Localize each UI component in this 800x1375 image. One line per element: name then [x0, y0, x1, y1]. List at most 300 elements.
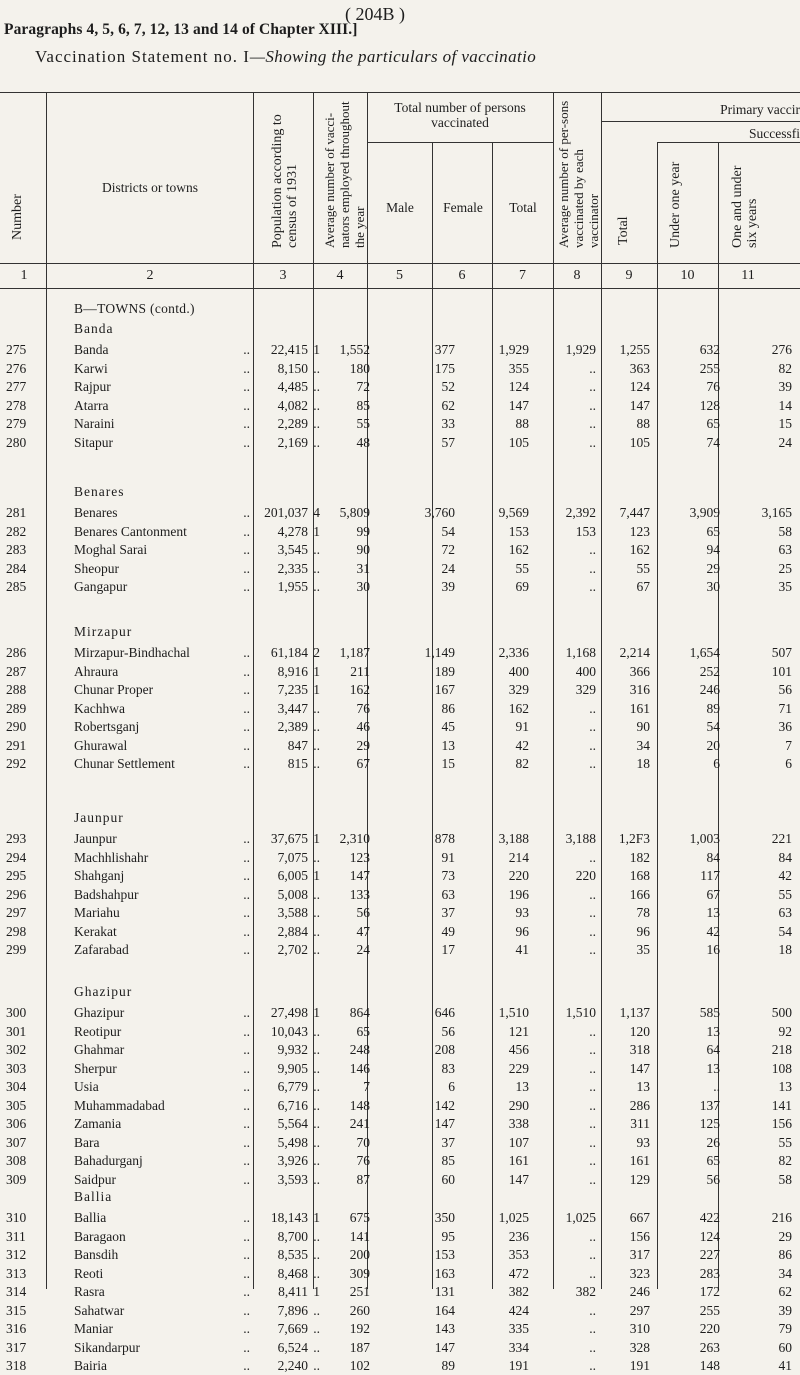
primary-total: 363 — [629, 360, 650, 376]
male: 141 — [349, 1228, 370, 1244]
male: 72 — [356, 379, 370, 394]
under-one-year: 29 — [706, 560, 720, 576]
town-name: Mirzapur-Bindhachal — [74, 645, 190, 660]
leader-dots: .. — [243, 1079, 250, 1094]
table-row — [0, 1152, 800, 1170]
total: 9,569 — [498, 505, 529, 520]
vaccinators: .. — [313, 1265, 320, 1281]
col-number: 3 — [279, 268, 287, 283]
one-to-six-years: 7 — [785, 737, 792, 753]
row-number: 316 — [6, 1321, 27, 1336]
leader-dots: .. — [243, 737, 250, 753]
male: 260 — [349, 1302, 370, 1318]
primary-total: 55 — [636, 560, 650, 576]
total: 162 — [508, 542, 529, 557]
female: 63 — [441, 886, 455, 902]
table-row — [0, 360, 800, 378]
female: 52 — [441, 379, 455, 394]
population: 6,524 — [277, 1339, 308, 1355]
total: 229 — [508, 1060, 529, 1076]
average-per-vaccinator: .. — [589, 434, 596, 450]
population: 6,716 — [277, 1097, 308, 1113]
table-row — [0, 1134, 800, 1152]
row-number: 278 — [6, 397, 27, 413]
leader-dots: .. — [243, 579, 250, 594]
one-to-six-years: 71 — [778, 700, 792, 716]
primary-total: 161 — [629, 700, 650, 716]
female: 24 — [441, 560, 455, 576]
total: 1,510 — [498, 1005, 529, 1020]
grid-line — [367, 142, 553, 143]
vaccinators: .. — [313, 542, 320, 557]
primary-total: 88 — [636, 416, 650, 431]
female: 3,760 — [424, 505, 455, 520]
total: 153 — [508, 523, 529, 539]
population: 1,955 — [277, 579, 308, 594]
vaccinators: .. — [313, 1042, 320, 1057]
average-per-vaccinator: 1,025 — [565, 1210, 596, 1225]
town-name: Sikandarpur — [74, 1339, 140, 1355]
row-number: 276 — [6, 360, 27, 376]
average-per-vaccinator: .. — [589, 1023, 596, 1039]
leader-dots: .. — [243, 1358, 250, 1373]
one-to-six-years: 101 — [771, 663, 792, 679]
female: 147 — [434, 1116, 455, 1131]
population: 3,926 — [277, 1153, 308, 1168]
one-to-six-years: 39 — [778, 1302, 792, 1318]
town-name: Kerakat — [74, 923, 117, 939]
one-to-six-years: 34 — [778, 1265, 792, 1281]
primary-total: 317 — [629, 1247, 650, 1262]
total: 353 — [508, 1247, 529, 1262]
under-one-year: 137 — [699, 1097, 720, 1113]
row-number: 309 — [6, 1171, 27, 1187]
primary-total: 105 — [629, 434, 650, 450]
table-row — [0, 1004, 800, 1022]
male: 211 — [350, 663, 370, 679]
average-per-vaccinator: 1,510 — [565, 1005, 596, 1020]
female: 153 — [434, 1247, 455, 1262]
one-to-six-years: 108 — [771, 1060, 792, 1076]
row-number: 317 — [6, 1339, 27, 1355]
primary-total: 90 — [636, 719, 650, 734]
total: 161 — [508, 1153, 529, 1168]
col-number: 7 — [519, 268, 526, 283]
one-to-six-years: 218 — [771, 1042, 792, 1057]
total: 329 — [508, 682, 529, 697]
male: 67 — [356, 756, 370, 771]
town-name: Robertsganj — [74, 719, 140, 734]
table-row — [0, 1320, 800, 1338]
male: 1,187 — [339, 645, 370, 660]
under-one-year: 13 — [706, 1060, 720, 1076]
town-name: Zamania — [74, 1116, 122, 1131]
primary-total: 1,2F3 — [618, 831, 650, 846]
male: 31 — [356, 560, 370, 576]
town-name: Bahadurganj — [74, 1153, 143, 1168]
male: 76 — [356, 1153, 370, 1168]
average-per-vaccinator: .. — [589, 1171, 596, 1187]
col-number: 6 — [458, 268, 466, 283]
town-name: Bara — [74, 1134, 100, 1150]
one-to-six-years: 276 — [771, 342, 792, 357]
female: 83 — [441, 1060, 455, 1076]
under-one-year: 3,909 — [689, 505, 720, 520]
row-number: 315 — [6, 1302, 27, 1318]
average-per-vaccinator: .. — [589, 379, 596, 394]
primary-total: 162 — [629, 542, 650, 557]
under-one-year: 13 — [706, 1023, 720, 1039]
total: 69 — [515, 579, 529, 594]
vaccinators: .. — [313, 579, 320, 594]
one-to-six-years: 14 — [778, 397, 792, 413]
primary-total: 2,214 — [619, 645, 650, 660]
total: 93 — [515, 905, 529, 920]
total: 214 — [508, 849, 529, 865]
primary-total: 18 — [636, 756, 650, 771]
primary-total: 1,137 — [619, 1005, 650, 1020]
col-number: 4 — [336, 268, 344, 283]
grid-line — [0, 263, 800, 264]
header-total: Total — [509, 200, 537, 215]
row-number: 280 — [6, 434, 27, 450]
title-caps: Vaccination Statement no. I — [35, 47, 250, 66]
male: 24 — [356, 942, 370, 957]
table-row — [0, 1115, 800, 1133]
population: 6,005 — [277, 868, 308, 883]
town-name: Sahatwar — [74, 1302, 125, 1318]
leader-dots: .. — [243, 1023, 250, 1039]
table-row — [0, 378, 800, 396]
male: 241 — [349, 1116, 370, 1131]
primary-total: 311 — [630, 1116, 650, 1131]
average-per-vaccinator: 153 — [575, 523, 596, 539]
total: 424 — [508, 1302, 529, 1318]
row-number: 296 — [6, 886, 27, 902]
vaccinators: .. — [313, 1321, 320, 1336]
population: 8,468 — [277, 1265, 308, 1281]
grid-line — [601, 121, 800, 122]
population: 5,498 — [277, 1134, 308, 1150]
primary-total: 96 — [636, 923, 650, 939]
vaccinators: .. — [313, 1023, 320, 1039]
table-row — [0, 1023, 800, 1041]
leader-dots: .. — [243, 942, 250, 957]
header-under-one-year: Under one year — [668, 161, 683, 248]
total: 334 — [508, 1339, 529, 1355]
one-to-six-years: 82 — [778, 1153, 792, 1168]
primary-total: 34 — [636, 737, 650, 753]
total: 41 — [515, 942, 529, 957]
one-to-six-years: 92 — [778, 1023, 792, 1039]
town-name: Ghurawal — [74, 737, 128, 753]
female: 6 — [448, 1079, 455, 1094]
table-row — [0, 886, 800, 904]
total: 105 — [508, 434, 529, 450]
one-to-six-years: 25 — [778, 560, 792, 576]
one-to-six-years: 221 — [771, 831, 792, 846]
primary-total: 35 — [636, 942, 650, 957]
row-number: 301 — [6, 1023, 27, 1039]
male: 123 — [349, 849, 370, 865]
grid-line — [0, 288, 800, 289]
town-name: Moghal Sarai — [74, 542, 148, 557]
one-to-six-years: 41 — [778, 1358, 792, 1373]
under-one-year: .. — [713, 1079, 720, 1094]
population: 18,143 — [270, 1210, 308, 1225]
male: 200 — [349, 1247, 370, 1262]
one-to-six-years: 60 — [778, 1339, 792, 1355]
header-average-per-vaccinator: Average number of per-sons vaccinated by each vaccinator — [556, 100, 601, 248]
under-one-year: 42 — [706, 923, 720, 939]
under-one-year: 220 — [699, 1321, 720, 1336]
leader-dots: .. — [243, 756, 250, 771]
primary-total: 316 — [629, 682, 650, 697]
under-one-year: 76 — [706, 379, 720, 394]
table-row — [0, 1302, 800, 1320]
vaccinators: .. — [313, 700, 320, 716]
female: 39 — [441, 579, 455, 594]
vaccinators: .. — [313, 1358, 320, 1373]
under-one-year: 64 — [706, 1042, 720, 1057]
under-one-year: 56 — [706, 1171, 720, 1187]
average-per-vaccinator: 2,392 — [565, 505, 596, 520]
vaccinators: .. — [313, 397, 320, 413]
table-row — [0, 1265, 800, 1283]
population: 4,278 — [277, 523, 308, 539]
row-number: 300 — [6, 1005, 27, 1020]
population: 7,235 — [277, 682, 308, 697]
average-per-vaccinator: .. — [589, 1116, 596, 1131]
table-row — [0, 434, 800, 452]
leader-dots: .. — [243, 645, 250, 660]
town-name: Shahganj — [74, 868, 125, 883]
vaccinators: .. — [313, 1116, 320, 1131]
town-name: Sitapur — [74, 434, 113, 450]
female: 350 — [434, 1210, 455, 1225]
under-one-year: 94 — [706, 542, 720, 557]
col-number: 9 — [625, 268, 633, 283]
leader-dots: .. — [243, 1171, 250, 1187]
town-name: Sheopur — [74, 560, 119, 576]
one-to-six-years: 55 — [778, 886, 792, 902]
vaccinators: .. — [313, 1302, 320, 1318]
average-per-vaccinator: .. — [589, 719, 596, 734]
table-row — [0, 830, 800, 848]
vaccinators: 1 — [313, 682, 320, 697]
female: 57 — [441, 434, 455, 450]
leader-dots: .. — [243, 923, 250, 939]
under-one-year: 6 — [713, 756, 720, 771]
one-to-six-years: 35 — [778, 579, 792, 594]
under-one-year: 125 — [699, 1116, 720, 1131]
total: 191 — [508, 1358, 529, 1373]
primary-total: 93 — [636, 1134, 650, 1150]
primary-total: 366 — [629, 663, 650, 679]
under-one-year: 227 — [699, 1247, 720, 1262]
female: 91 — [441, 849, 455, 865]
average-per-vaccinator: 400 — [575, 663, 596, 679]
town-name: Rasra — [74, 1284, 105, 1299]
row-number: 297 — [6, 905, 27, 920]
vaccinators: .. — [313, 1153, 320, 1168]
under-one-year: 255 — [699, 360, 720, 376]
row-number: 299 — [6, 942, 27, 957]
one-to-six-years: 36 — [778, 719, 792, 734]
female: 60 — [441, 1171, 455, 1187]
female: 142 — [434, 1097, 455, 1113]
male: 87 — [356, 1171, 370, 1187]
male: 90 — [356, 542, 370, 557]
population: 4,082 — [277, 397, 308, 413]
male: 192 — [349, 1321, 370, 1336]
primary-total: 13 — [636, 1079, 650, 1094]
one-to-six-years: 56 — [778, 682, 792, 697]
row-number: 313 — [6, 1265, 27, 1281]
under-one-year: 422 — [699, 1210, 720, 1225]
primary-total: 310 — [629, 1321, 650, 1336]
table-row — [0, 1060, 800, 1078]
average-per-vaccinator: .. — [589, 1042, 596, 1057]
female: 86 — [441, 700, 455, 716]
table-row — [0, 541, 800, 559]
female: 377 — [434, 342, 455, 357]
vaccinators: .. — [313, 942, 320, 957]
primary-total: 168 — [629, 868, 650, 883]
under-one-year: 65 — [706, 1153, 720, 1168]
header-female: Female — [443, 200, 483, 215]
row-number: 281 — [6, 505, 27, 520]
female: 163 — [434, 1265, 455, 1281]
vaccinators: .. — [313, 379, 320, 394]
leader-dots: .. — [243, 1005, 250, 1020]
male: 65 — [356, 1023, 370, 1039]
primary-total: 318 — [629, 1042, 650, 1057]
leader-dots: .. — [243, 831, 250, 846]
town-name: Reoti — [74, 1265, 104, 1281]
table-row — [0, 1041, 800, 1059]
col-number: 8 — [573, 268, 581, 283]
total: 162 — [508, 700, 529, 716]
page-number: ( 204B ) — [345, 4, 405, 24]
one-to-six-years: 156 — [771, 1116, 792, 1131]
under-one-year: 1,654 — [689, 645, 720, 660]
male: 55 — [356, 416, 370, 431]
male: 309 — [349, 1265, 370, 1281]
table-row — [0, 718, 800, 736]
population: 201,037 — [264, 505, 308, 520]
leader-dots: .. — [243, 397, 250, 413]
town-name: Kachhwa — [74, 700, 125, 716]
under-one-year: 128 — [699, 397, 720, 413]
leader-dots: .. — [243, 1284, 250, 1299]
population: 8,916 — [277, 663, 308, 679]
male: 99 — [356, 523, 370, 539]
one-to-six-years: 6 — [785, 756, 792, 771]
town-name: Chunar Settlement — [74, 756, 175, 771]
average-per-vaccinator: .. — [589, 942, 596, 957]
population: 27,498 — [270, 1005, 308, 1020]
header-vaccinators: Average number of vacci-nators employed throughout the year — [322, 101, 367, 248]
female: 878 — [434, 831, 455, 846]
table-row — [0, 1283, 800, 1301]
male: 47 — [356, 923, 370, 939]
row-number: 284 — [6, 560, 27, 576]
row-number: 289 — [6, 700, 27, 716]
section-header-towns: B—TOWNS (contd.) — [74, 301, 195, 316]
under-one-year: 255 — [699, 1302, 720, 1318]
population: 4,485 — [277, 379, 308, 394]
town-name: Benares — [74, 505, 118, 520]
town-name: Banda — [74, 342, 109, 357]
leader-dots: .. — [243, 1265, 250, 1281]
primary-total: 323 — [629, 1265, 650, 1281]
population: 2,335 — [277, 560, 308, 576]
town-name: Maniar — [74, 1321, 113, 1336]
leader-dots: .. — [243, 886, 250, 902]
leader-dots: .. — [243, 1153, 250, 1168]
leader-dots: .. — [243, 1321, 250, 1336]
vaccinators: .. — [313, 1079, 320, 1094]
female: 95 — [441, 1228, 455, 1244]
title-italic: —Showing the particulars of vaccinatio — [249, 47, 537, 66]
vaccinators: 1 — [313, 1284, 320, 1299]
female: 13 — [441, 737, 455, 753]
primary-total: 1,255 — [619, 342, 650, 357]
row-number: 295 — [6, 868, 27, 883]
average-per-vaccinator: .. — [589, 1079, 596, 1094]
table-row — [0, 663, 800, 681]
average-per-vaccinator: .. — [589, 700, 596, 716]
table-row — [0, 1209, 800, 1227]
leader-dots: .. — [243, 416, 250, 431]
table-row — [0, 737, 800, 755]
header-districts: Districts or towns — [102, 180, 198, 195]
row-number: 311 — [6, 1228, 26, 1244]
total: 456 — [508, 1042, 529, 1057]
female: 131 — [434, 1284, 455, 1299]
town-name: Saidpur — [74, 1171, 116, 1187]
section-title: Benares — [74, 484, 125, 499]
leader-dots: .. — [243, 1302, 250, 1318]
town-name: Bairia — [74, 1358, 107, 1373]
leader-dots: .. — [243, 523, 250, 539]
male: 7 — [363, 1079, 370, 1094]
table-row — [0, 1078, 800, 1096]
one-to-six-years: 29 — [778, 1228, 792, 1244]
female: 56 — [441, 1023, 455, 1039]
male: 48 — [356, 434, 370, 450]
total: 3,188 — [498, 831, 529, 846]
paragraphs-reference: Paragraphs 4, 5, 6, 7, 12, 13 and 14 of Chapter XIII.] — [4, 21, 358, 38]
population: 8,700 — [277, 1228, 308, 1244]
under-one-year: 585 — [699, 1005, 720, 1020]
row-number: 318 — [6, 1358, 27, 1373]
section-title: Ghazipur — [74, 984, 133, 999]
leader-dots: .. — [243, 868, 250, 883]
under-one-year: 13 — [706, 905, 720, 920]
table-row — [0, 1339, 800, 1357]
total: 400 — [508, 663, 529, 679]
male: 1,552 — [339, 342, 370, 357]
male: 56 — [356, 905, 370, 920]
female: 143 — [434, 1321, 455, 1336]
primary-total: 129 — [629, 1171, 650, 1187]
average-per-vaccinator: .. — [589, 1153, 596, 1168]
vaccinators: 2 — [313, 645, 320, 660]
vaccinators: .. — [313, 1247, 320, 1262]
primary-total: 147 — [629, 1060, 650, 1076]
